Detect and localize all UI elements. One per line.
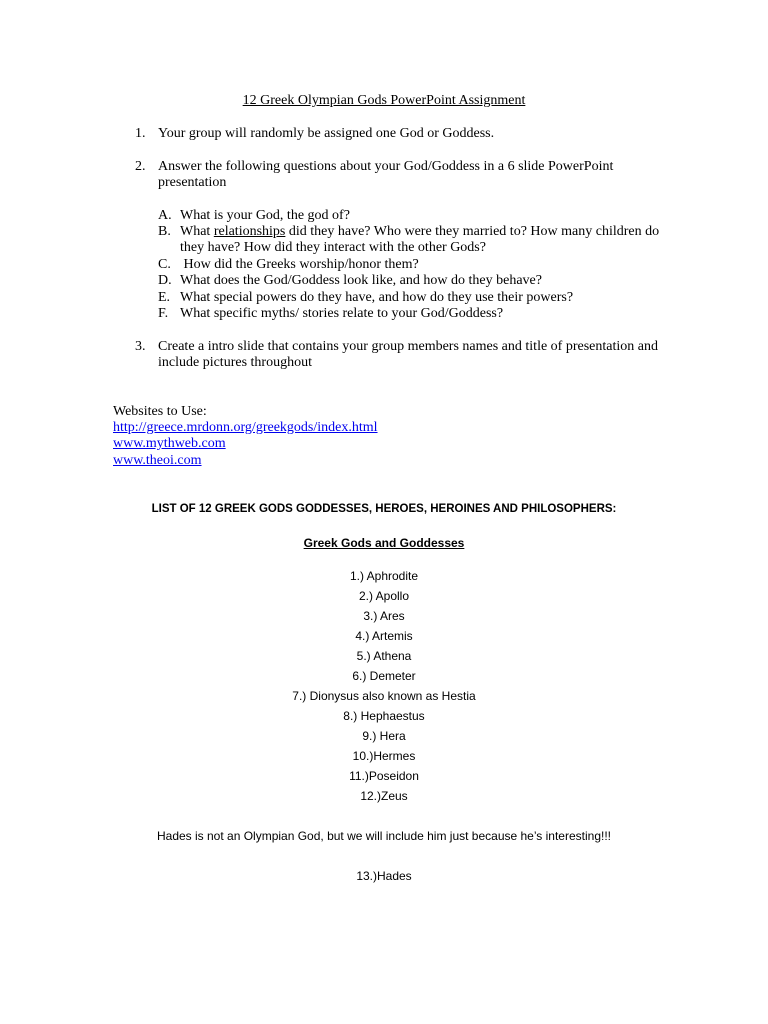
list-item: 10.)Hermes [352, 749, 416, 763]
list-item: 8.) Hephaestus [343, 709, 425, 723]
instruction-number: 3. [135, 339, 146, 354]
website-link-mythweb[interactable]: www.mythweb.com [113, 436, 226, 451]
instruction-text: Answer the following questions about your God/Goddess in a 6 slide PowerPoint presentation [158, 159, 614, 190]
gods-heading: Greek Gods and Goddesses [303, 536, 465, 550]
list-heading: LIST OF 12 GREEK GODS GODDESSES, HEROES, HEROINES AND PHILOSOPHERS: [151, 503, 617, 515]
websites-heading: Websites to Use: [113, 404, 207, 419]
list-item: 12.)Zeus [360, 789, 408, 803]
underlined-word: relationships [213, 224, 286, 239]
list-item: 6.) Demeter [352, 669, 416, 683]
list-item: 5.) Athena [356, 649, 412, 663]
list-item: 1.) Aphrodite [349, 569, 419, 583]
question-text-pre: What [180, 224, 214, 239]
question-letter: D. [158, 273, 172, 288]
website-link-mrdonn[interactable]: http://greece.mrdonn.org/greekgods/index.html [113, 420, 378, 435]
question-text: What specific myths/ stories relate to your God/Goddess? [180, 306, 504, 321]
instruction-text: Create a intro slide that contains your group members names and title of presentation and include pictures throughout [158, 339, 658, 370]
question-text: What is your God, the god of? [180, 208, 350, 223]
question-text: How did the Greeks worship/honor them? [180, 257, 419, 272]
hades-note: Hades is not an Olympian God, but we will include him just because he’s interesting!!! [156, 829, 611, 843]
question-text [180, 224, 670, 256]
question-letter: A. [158, 208, 172, 223]
list-item: 2.) Apollo [358, 589, 410, 603]
list-item: 11.)Poseidon [349, 769, 419, 783]
question-text: What does the God/Goddess look like, and how do they behave? [180, 273, 542, 288]
instruction-number: 1. [135, 126, 146, 141]
question-letter: B. [158, 224, 171, 239]
question-text: What special powers do they have, and how do they use their powers? [180, 290, 574, 305]
instruction-text: Your group will randomly be assigned one God or Goddess. [158, 126, 495, 141]
list-item: 3.) Ares [363, 609, 405, 623]
question-text-post: did they have? Who were they married to? How many children do they have? How did they interact with the other Gods? [180, 224, 660, 255]
question-letter: C. [158, 257, 171, 272]
list-item: 9.) Hera [362, 729, 406, 743]
document-title: 12 Greek Olympian Gods PowerPoint Assignment [242, 93, 526, 108]
question-letter: E. [158, 290, 171, 305]
list-item: 4.) Artemis [355, 629, 413, 643]
question-letter: F. [158, 306, 169, 321]
website-link-theoi[interactable]: www.theoi.com [113, 453, 202, 468]
hades-item: 13.)Hades [356, 869, 412, 883]
instruction-number: 2. [135, 159, 146, 174]
list-item: 7.) Dionysus also known as Hestia [292, 689, 476, 703]
